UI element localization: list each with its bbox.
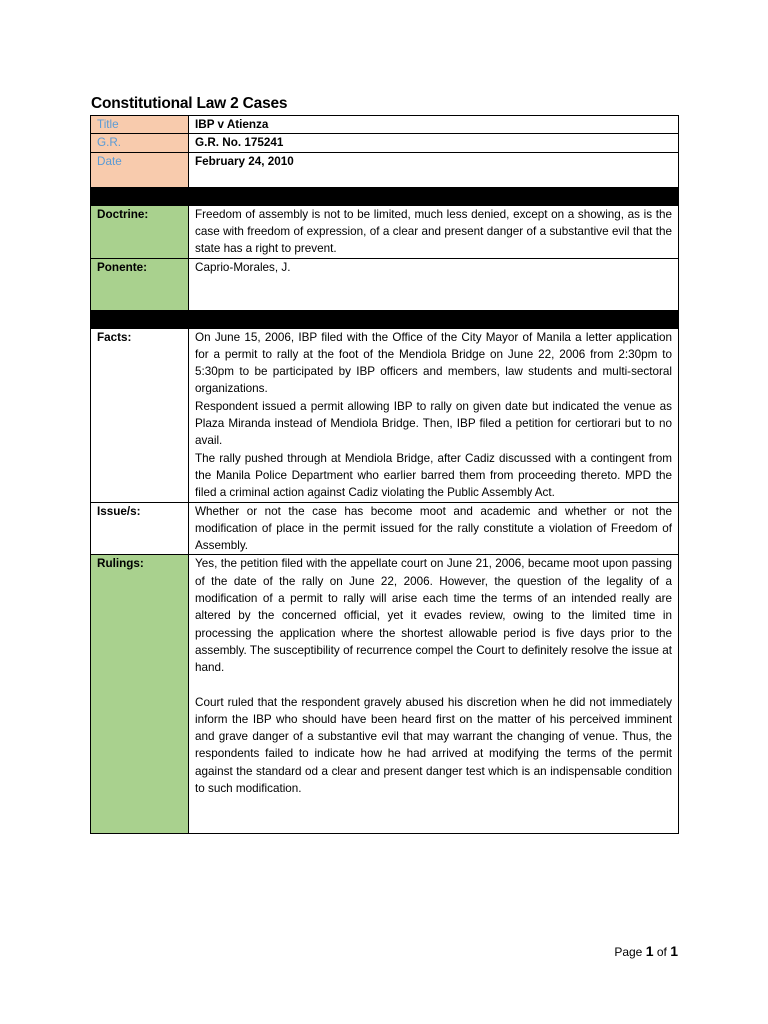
separator-bar bbox=[91, 187, 679, 205]
row-gr bbox=[91, 134, 679, 152]
row-title bbox=[91, 116, 679, 134]
date-label: Date bbox=[91, 152, 189, 187]
facts-paragraph: The rally pushed through at Mendiola Bridge, after Cadiz discussed with a contingent from the Manila Police Department who earlier barred them from proceeding thereto. MPD the filed a criminal action against Cadiz violating the Public Assembly Act. bbox=[195, 451, 672, 500]
doctrine-text: Freedom of assembly is not to be limited, much less denied, except on a showing, as is the case with freedom of expression, of a clear and present danger of a substantive evil that the state has a right to prevent. bbox=[189, 205, 679, 258]
row-ponente bbox=[91, 258, 679, 310]
date-value: February 24, 2010 bbox=[189, 152, 679, 187]
row-doctrine bbox=[91, 205, 679, 258]
separator-bar bbox=[91, 310, 679, 328]
doctrine-label: Doctrine: bbox=[91, 205, 189, 258]
separator-cell bbox=[91, 310, 189, 328]
gr-label: G.R. bbox=[91, 134, 189, 152]
gr-value: G.R. No. 175241 bbox=[189, 134, 679, 152]
of-word: of bbox=[656, 945, 667, 959]
rulings-text bbox=[189, 555, 679, 834]
ponente-label: Ponente: bbox=[91, 258, 189, 310]
facts-paragraph: On June 15, 2006, IBP filed with the Office of the City Mayor of Manila a letter application for a permit to rally at the foot of the Mendiola Bridge on June 22, 2006 from 2:30pm to 5:30pm to be participated by IBP officers and members, law students and multi-sectoral organizations. bbox=[195, 330, 672, 396]
rulings-label: Rulings: bbox=[91, 555, 189, 834]
row-date bbox=[91, 152, 679, 187]
page-word: Page bbox=[614, 945, 643, 959]
facts-label: Facts: bbox=[91, 328, 189, 502]
issues-text: Whether or not the case has become moot and academic and whether or not the modification of place in the permit issued for the rally constitute a violation of Freedom of Assembly. bbox=[189, 502, 679, 555]
page-number: 1 bbox=[645, 943, 654, 959]
row-issues bbox=[91, 502, 679, 555]
case-digest-table bbox=[90, 115, 679, 834]
separator-cell bbox=[91, 187, 189, 205]
rulings-paragraph: Court ruled that the respondent gravely abused his discretion when he did not immediately inform the IBP who should have been heard first on the matter of his perceived imminent and grave danger of a substantive evil that may warrant the changing of venue. Thus, the respondents failed to indicate how he had arrived at modifying the terms of the permit against the standard od a clear and present danger test which is an indispensable condition to such modification. bbox=[195, 695, 672, 796]
page-total: 1 bbox=[670, 943, 678, 959]
page-footer bbox=[614, 943, 678, 959]
facts-text bbox=[189, 328, 679, 502]
separator-cell bbox=[189, 187, 679, 205]
title-value: IBP v Atienza bbox=[189, 116, 679, 134]
issues-label: Issue/s: bbox=[91, 502, 189, 555]
title-label: Title bbox=[91, 116, 189, 134]
separator-cell bbox=[189, 310, 679, 328]
facts-paragraph: Respondent issued a permit allowing IBP to rally on given date but indicated the venue as Plaza Miranda instead of Mendiola Bridge. Then, IBP filed a petition for certiorari but to no avail. bbox=[195, 399, 672, 448]
row-rulings bbox=[91, 555, 679, 834]
rulings-paragraph: Yes, the petition filed with the appellate court on June 21, 2006, became moot upon passing of the date of the rally on June 22, 2006. However, the question of the legality of a modification of a permit to rally will arise each time the terms of an intended really are altered by the concerned official, yet it evades review, owing to the limited time in processing the application where the shortest allowable period is five days prior to the assembly. The susceptibility of recurrence compel the Court to definitely resolve the issue at hand. bbox=[195, 557, 672, 675]
document-title: Constitutional Law 2 Cases bbox=[91, 95, 288, 112]
ponente-text: Caprio-Morales, J. bbox=[189, 258, 679, 310]
row-facts bbox=[91, 328, 679, 502]
